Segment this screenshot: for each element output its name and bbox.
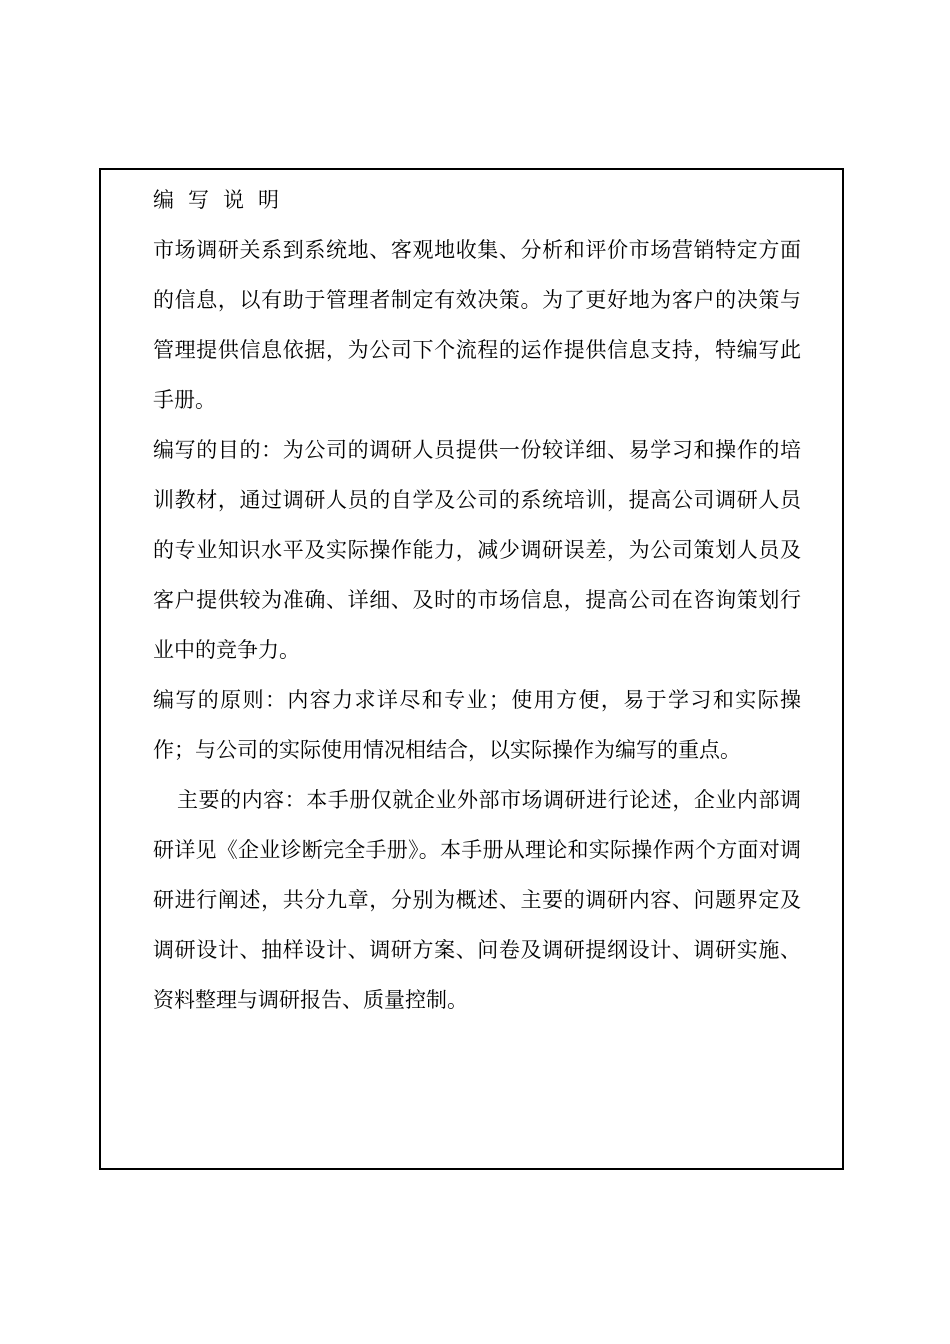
document-body	[153, 182, 801, 1025]
paragraph-purpose: 编写的目的：为公司的调研人员提供一份较详细、易学习和操作的培训教材，通过调研人员的自学及公司的系统培训，提高公司调研人员的专业知识水平及实际操作能力，减少调研误差，为公司策划人员及客户提供较为准确、详细、及时的市场信息，提高公司在咨询策划行业中的竞争力。	[153, 438, 801, 662]
document-frame	[99, 168, 844, 1170]
paragraph-principles: 编写的原则：内容力求详尽和专业；使用方便，易于学习和实际操作；与公司的实际使用情况相结合，以实际操作为编写的重点。	[153, 688, 801, 762]
paragraph-intro: 市场调研关系到系统地、客观地收集、分析和评价市场营销特定方面的信息，以有助于管理者制定有效决策。为了更好地为客户的决策与管理提供信息依据，为公司下个流程的运作提供信息支持，特编写此手册。	[153, 238, 801, 412]
paragraph-contents: 主要的内容：本手册仅就企业外部市场调研进行论述，企业内部调研详见《企业诊断完全手册》。本手册从理论和实际操作两个方面对调研进行阐述，共分九章，分别为概述、主要的调研内容、问题界定及调研设计、抽样设计、调研方案、问卷及调研提纲设计、调研实施、资料整理与调研报告、质量控制。	[153, 788, 801, 1012]
document-heading: 编写说明	[153, 188, 293, 212]
